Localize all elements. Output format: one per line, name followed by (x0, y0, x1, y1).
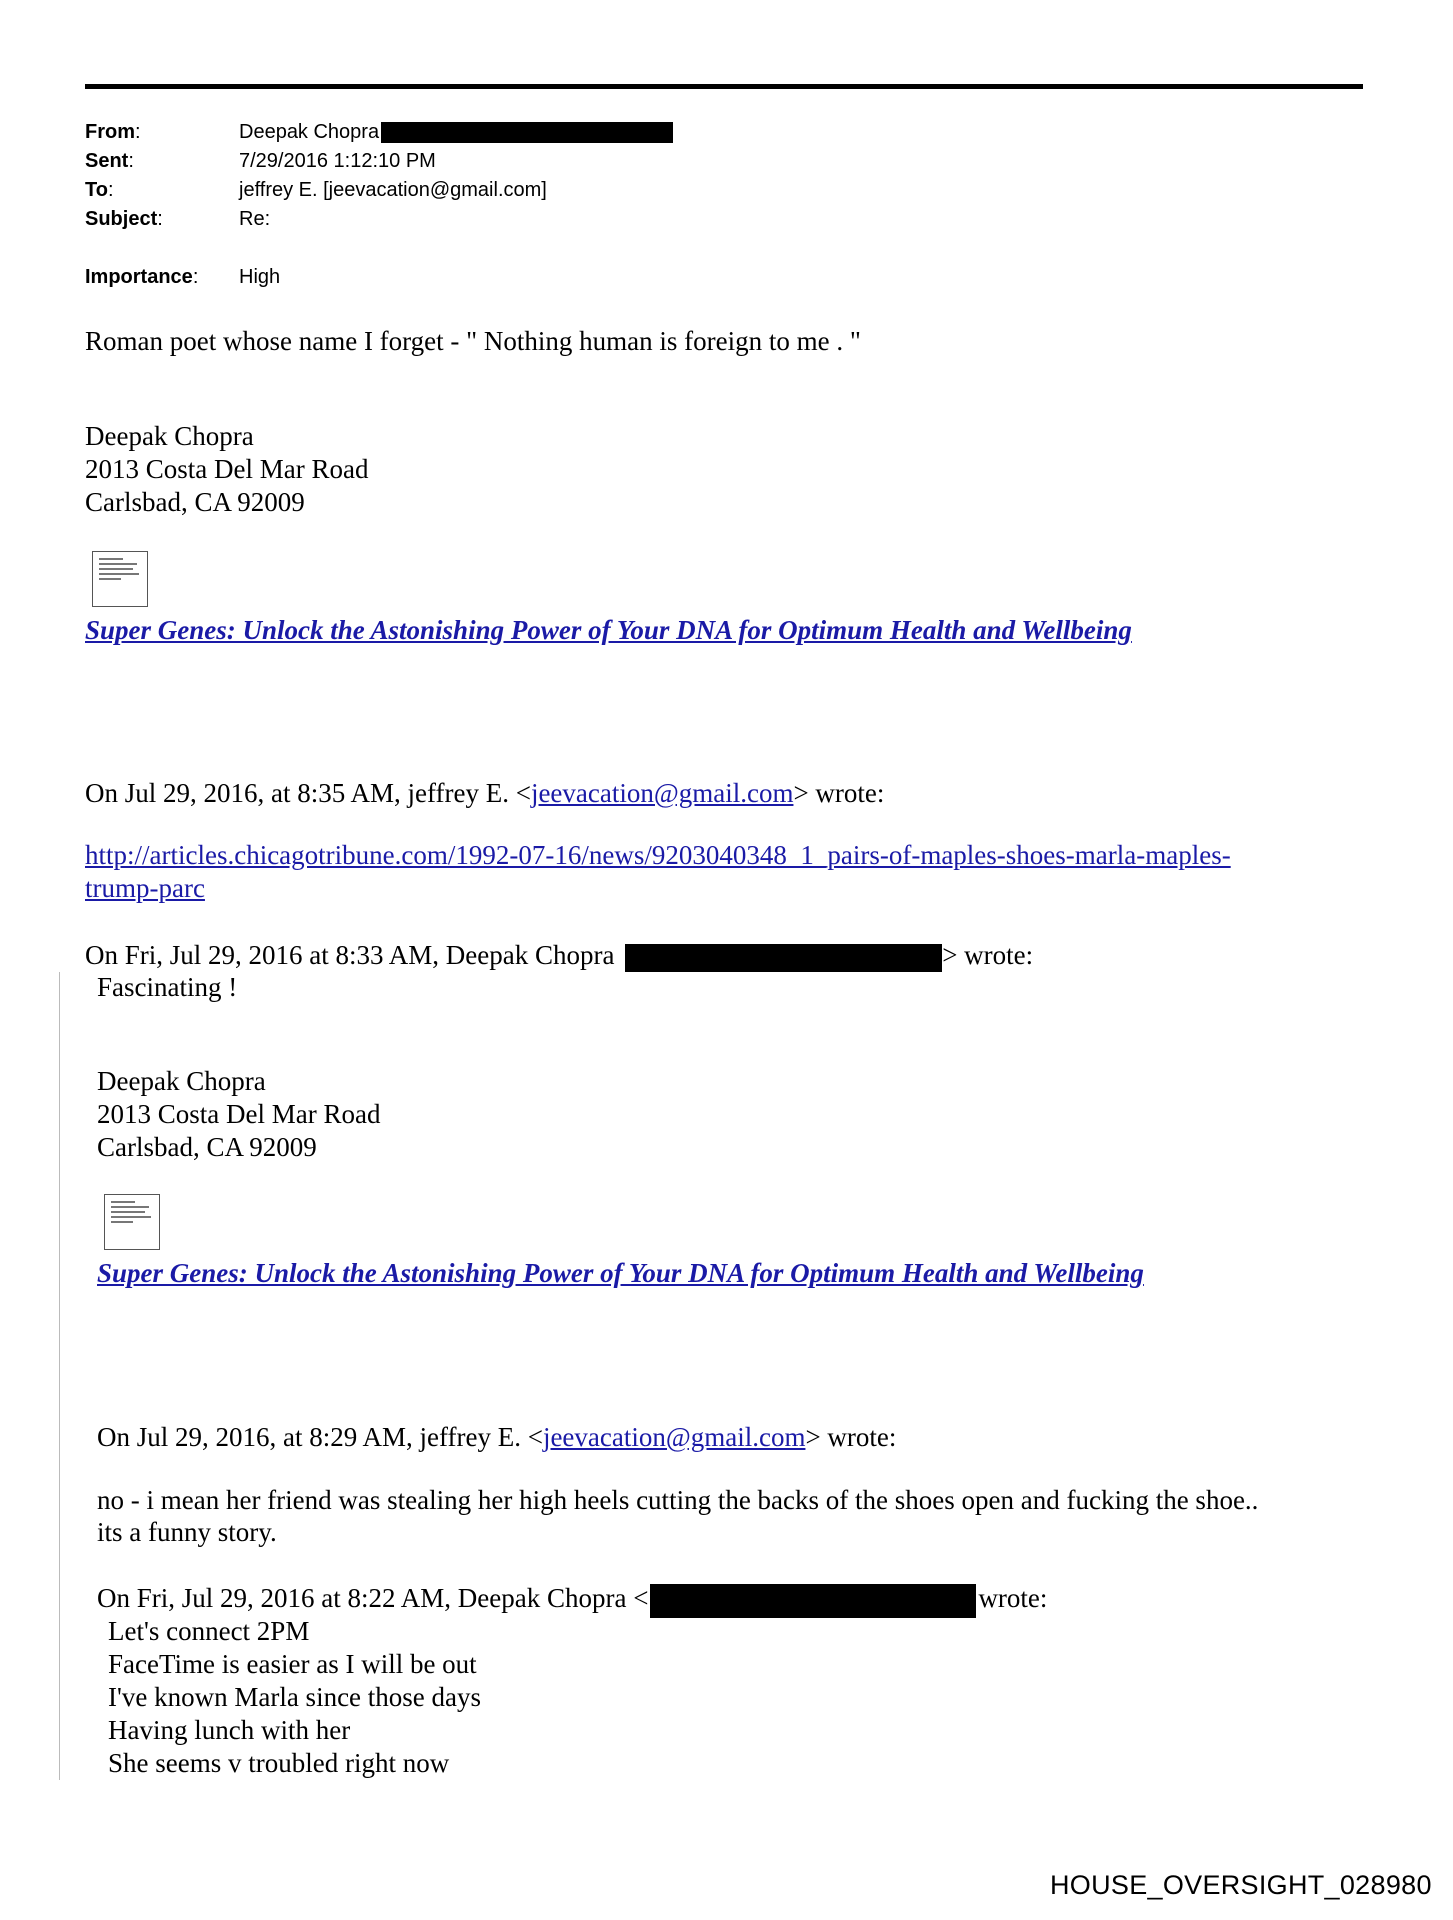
subject-value: Re: (239, 208, 271, 230)
book-link[interactable]: Super Genes: Unlock the Astonishing Power of Your DNA for Optimum Health and Wellbeing (85, 615, 1132, 645)
to-label: To: (85, 179, 114, 201)
quoted-book-link[interactable]: Super Genes: Unlock the Astonishing Power of Your DNA for Optimum Health and Wellbeing (97, 1258, 1144, 1288)
redaction-box (650, 1584, 976, 1618)
message-text: Roman poet whose name I forget - " Nothing human is foreign to me . " (85, 326, 861, 356)
from-label: From: (85, 121, 141, 143)
book-cover-thumbnail[interactable] (104, 1194, 160, 1250)
bates-number: HOUSE_OVERSIGHT_028980 (1050, 1870, 1432, 1900)
quote-bar (59, 972, 60, 1780)
article-url-link[interactable]: http://articles.chicagotribune.com/1992-07-16/news/9203040348_1_pairs-of-maples-shoes-marla-maples- (85, 840, 1231, 870)
top-rule (85, 84, 1363, 89)
quoted-message: Fascinating ! (97, 972, 238, 1002)
email-link[interactable]: jeevacation@gmail.com (530, 778, 794, 808)
quote-header-4: On Fri, Jul 29, 2016 at 8:22 AM, Deepak Chopra < wrote: (97, 1582, 1047, 1618)
quoted-line: Let's connect 2PM (108, 1616, 310, 1646)
article-url-link-cont[interactable]: trump-parc (85, 873, 205, 903)
quoted-signature-name: Deepak Chopra (97, 1066, 266, 1096)
from-value: Deepak Chopra (239, 118, 673, 146)
quoted-line: FaceTime is easier as I will be out (108, 1649, 477, 1679)
sent-label: Sent: (85, 150, 134, 172)
quote-header-2: On Fri, Jul 29, 2016 at 8:33 AM, Deepak Chopra > wrote: (85, 940, 1034, 970)
redaction-box (625, 944, 942, 972)
signature-street: 2013 Costa Del Mar Road (85, 454, 369, 484)
quote-header-1: On Jul 29, 2016, at 8:35 AM, jeffrey E. <jeevacation@gmail.com> wrote: (85, 778, 885, 808)
quoted-signature-street: 2013 Costa Del Mar Road (97, 1099, 381, 1129)
redaction-box (381, 122, 673, 143)
quote-header-3: On Jul 29, 2016, at 8:29 AM, jeffrey E. <jeevacation@gmail.com> wrote: (97, 1422, 897, 1452)
subject-label: Subject: (85, 208, 163, 230)
importance-label: Importance: (85, 266, 199, 288)
to-value: jeffrey E. [jeevacation@gmail.com] (239, 179, 547, 201)
signature-name: Deepak Chopra (85, 421, 254, 451)
quoted-line: She seems v troubled right now (108, 1748, 450, 1778)
quoted-message-line: its a funny story. (97, 1517, 277, 1547)
quoted-line: I've known Marla since those days (108, 1682, 482, 1712)
quoted-line: Having lunch with her (108, 1715, 351, 1745)
importance-value: High (239, 266, 281, 288)
quoted-message-line: no - i mean her friend was stealing her high heels cutting the backs of the shoes open and fucking the shoe.. (97, 1485, 1259, 1515)
signature-city: Carlsbad, CA 92009 (85, 487, 305, 517)
sent-value: 7/29/2016 1:12:10 PM (239, 150, 436, 172)
email-link[interactable]: jeevacation@gmail.com (542, 1422, 806, 1452)
book-cover-thumbnail[interactable] (92, 551, 148, 607)
quoted-signature-city: Carlsbad, CA 92009 (97, 1132, 317, 1162)
